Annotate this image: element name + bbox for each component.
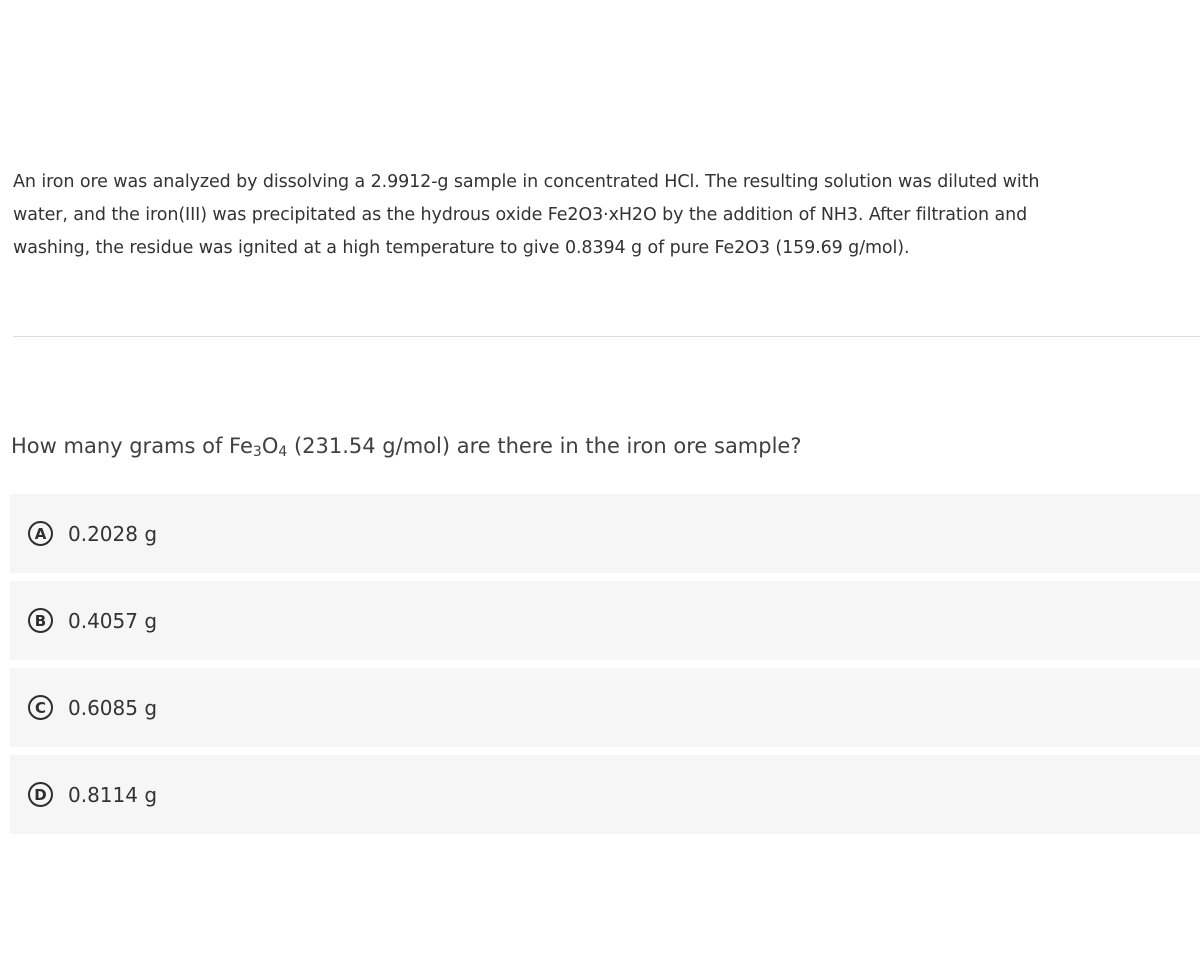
answer-options — [10, 494, 1200, 842]
option-label: 0.2028 g — [68, 521, 158, 546]
option-letter-badge: A — [28, 521, 53, 546]
question-prefix: How many grams of Fe — [11, 434, 253, 458]
option-d[interactable] — [10, 755, 1200, 834]
question-suffix: (231.54 g/mol) are there in the iron ore sample? — [287, 434, 802, 458]
problem-passage — [13, 166, 1193, 265]
option-c[interactable] — [10, 668, 1200, 747]
subscript: 3 — [252, 444, 262, 460]
subscript: 4 — [278, 444, 288, 460]
option-letter-badge: D — [28, 782, 53, 807]
option-label: 0.6085 g — [68, 695, 158, 720]
section-divider — [13, 336, 1200, 337]
question-mid: O — [261, 434, 279, 458]
option-b[interactable] — [10, 581, 1200, 660]
option-letter-badge: C — [28, 695, 53, 720]
option-letter-badge: B — [28, 608, 53, 633]
question-text — [11, 430, 802, 462]
passage-line: washing, the residue was ignited at a high temperature to give 0.8394 g of pure Fe2O3 (159.69 g/mol). — [13, 238, 910, 258]
option-a[interactable] — [10, 494, 1200, 573]
passage-line: water, and the iron(III) was precipitated as the hydrous oxide Fe2O3·xH2O by the addition of NH3. After filtration and — [13, 205, 1028, 225]
option-label: 0.8114 g — [68, 782, 158, 807]
passage-line: An iron ore was analyzed by dissolving a 2.9912-g sample in concentrated HCl. The resulting solution was diluted with — [13, 172, 1040, 192]
option-label: 0.4057 g — [68, 608, 158, 633]
